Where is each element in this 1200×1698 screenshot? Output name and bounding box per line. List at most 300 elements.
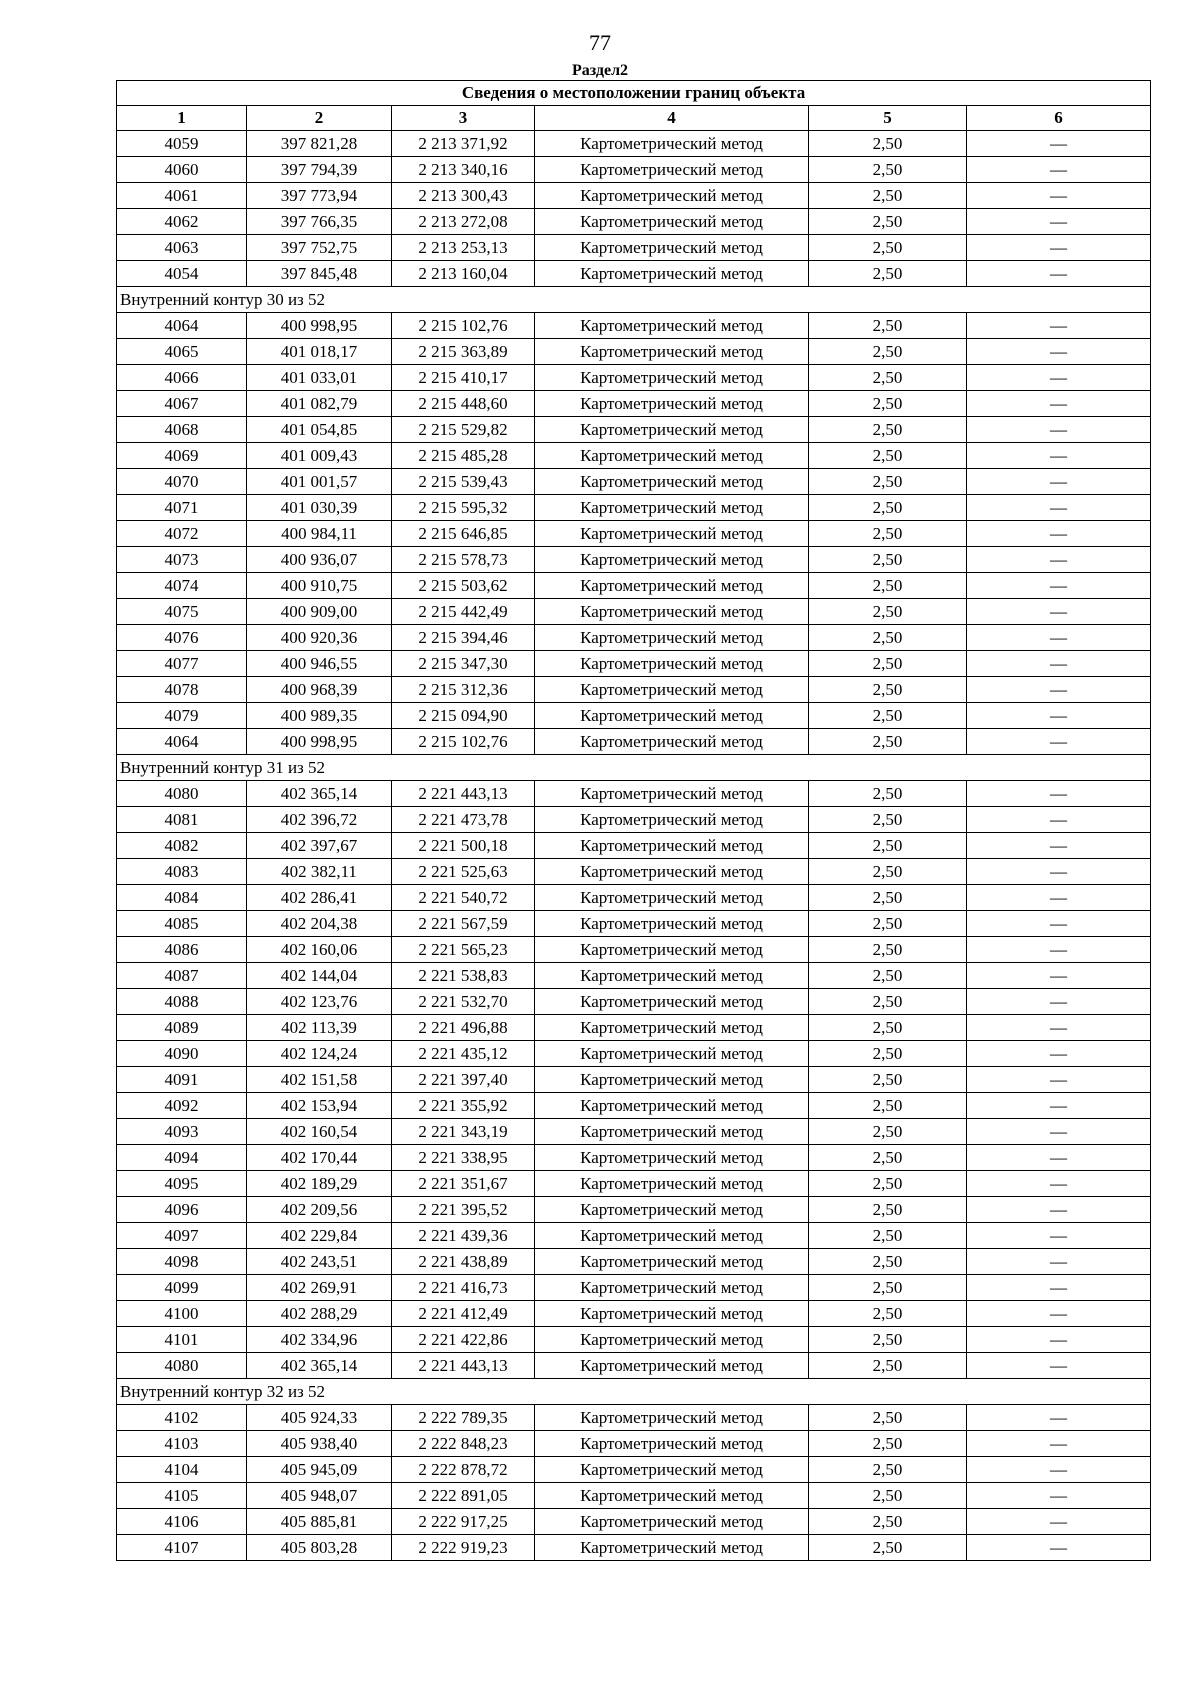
accuracy-cell: 2,50 — [809, 573, 967, 599]
method-cell: Картометрический метод — [535, 313, 809, 339]
x-coordinate-cell: 402 209,56 — [247, 1197, 392, 1223]
accuracy-cell: 2,50 — [809, 1015, 967, 1041]
point-number-cell: 4074 — [117, 573, 247, 599]
description-cell: — — [967, 183, 1151, 209]
method-cell: Картометрический метод — [535, 885, 809, 911]
accuracy-cell: 2,50 — [809, 339, 967, 365]
table-row — [117, 1431, 1151, 1457]
description-cell: — — [967, 157, 1151, 183]
point-number-cell: 4076 — [117, 625, 247, 651]
column-header: 3 — [392, 106, 535, 131]
description-cell: — — [967, 391, 1151, 417]
accuracy-cell: 2,50 — [809, 859, 967, 885]
accuracy-cell: 2,50 — [809, 365, 967, 391]
method-cell: Картометрический метод — [535, 235, 809, 261]
y-coordinate-cell: 2 221 438,89 — [392, 1249, 535, 1275]
x-coordinate-cell: 402 397,67 — [247, 833, 392, 859]
method-cell: Картометрический метод — [535, 443, 809, 469]
description-cell: — — [967, 885, 1151, 911]
accuracy-cell: 2,50 — [809, 989, 967, 1015]
table-row — [117, 599, 1151, 625]
x-coordinate-cell: 402 288,29 — [247, 1301, 392, 1327]
x-coordinate-cell: 405 803,28 — [247, 1535, 392, 1561]
table-row — [117, 1405, 1151, 1431]
column-header: 5 — [809, 106, 967, 131]
point-number-cell: 4061 — [117, 183, 247, 209]
y-coordinate-cell: 2 221 439,36 — [392, 1223, 535, 1249]
method-cell: Картометрический метод — [535, 911, 809, 937]
column-header: 6 — [967, 106, 1151, 131]
y-coordinate-cell: 2 221 540,72 — [392, 885, 535, 911]
y-coordinate-cell: 2 215 578,73 — [392, 547, 535, 573]
y-coordinate-cell: 2 221 397,40 — [392, 1067, 535, 1093]
method-cell: Картометрический метод — [535, 1015, 809, 1041]
table-row — [117, 1301, 1151, 1327]
method-cell: Картометрический метод — [535, 859, 809, 885]
method-cell: Картометрический метод — [535, 1535, 809, 1561]
point-number-cell: 4095 — [117, 1171, 247, 1197]
table-row — [117, 1015, 1151, 1041]
method-cell: Картометрический метод — [535, 807, 809, 833]
method-cell: Картометрический метод — [535, 963, 809, 989]
description-cell: — — [967, 1067, 1151, 1093]
point-number-cell: 4103 — [117, 1431, 247, 1457]
table-row — [117, 391, 1151, 417]
table-row — [117, 261, 1151, 287]
x-coordinate-cell: 401 082,79 — [247, 391, 392, 417]
description-cell: — — [967, 963, 1151, 989]
point-number-cell: 4087 — [117, 963, 247, 989]
point-number-cell: 4059 — [117, 131, 247, 157]
method-cell: Картометрический метод — [535, 157, 809, 183]
y-coordinate-cell: 2 213 160,04 — [392, 261, 535, 287]
y-coordinate-cell: 2 215 102,76 — [392, 729, 535, 755]
y-coordinate-cell: 2 221 443,13 — [392, 1353, 535, 1379]
accuracy-cell: 2,50 — [809, 261, 967, 287]
method-cell: Картометрический метод — [535, 209, 809, 235]
description-cell: — — [967, 599, 1151, 625]
y-coordinate-cell: 2 215 539,43 — [392, 469, 535, 495]
description-cell: — — [967, 1015, 1151, 1041]
y-coordinate-cell: 2 222 878,72 — [392, 1457, 535, 1483]
point-number-cell: 4096 — [117, 1197, 247, 1223]
point-number-cell: 4084 — [117, 885, 247, 911]
x-coordinate-cell: 402 153,94 — [247, 1093, 392, 1119]
accuracy-cell: 2,50 — [809, 833, 967, 859]
table-row — [117, 1067, 1151, 1093]
table-row — [117, 1483, 1151, 1509]
x-coordinate-cell: 402 382,11 — [247, 859, 392, 885]
y-coordinate-cell: 2 213 272,08 — [392, 209, 535, 235]
x-coordinate-cell: 402 334,96 — [247, 1327, 392, 1353]
accuracy-cell: 2,50 — [809, 1483, 967, 1509]
table-row — [117, 235, 1151, 261]
y-coordinate-cell: 2 222 919,23 — [392, 1535, 535, 1561]
description-cell: — — [967, 521, 1151, 547]
contour-label: Внутренний контур 31 из 52 — [117, 755, 1151, 781]
x-coordinate-cell: 397 794,39 — [247, 157, 392, 183]
point-number-cell: 4099 — [117, 1275, 247, 1301]
method-cell: Картометрический метод — [535, 677, 809, 703]
description-cell: — — [967, 469, 1151, 495]
table-caption-row — [117, 81, 1151, 106]
table-row — [117, 937, 1151, 963]
description-cell: — — [967, 1223, 1151, 1249]
description-cell: — — [967, 131, 1151, 157]
accuracy-cell: 2,50 — [809, 1171, 967, 1197]
table-row — [117, 807, 1151, 833]
table-row — [117, 885, 1151, 911]
method-cell: Картометрический метод — [535, 1275, 809, 1301]
description-cell: — — [967, 573, 1151, 599]
table-row — [117, 1509, 1151, 1535]
x-coordinate-cell: 401 033,01 — [247, 365, 392, 391]
point-number-cell: 4080 — [117, 781, 247, 807]
y-coordinate-cell: 2 215 529,82 — [392, 417, 535, 443]
accuracy-cell: 2,50 — [809, 1509, 967, 1535]
x-coordinate-cell: 397 766,35 — [247, 209, 392, 235]
table-row — [117, 365, 1151, 391]
method-cell: Картометрический метод — [535, 1041, 809, 1067]
point-number-cell: 4054 — [117, 261, 247, 287]
method-cell: Картометрический метод — [535, 1353, 809, 1379]
y-coordinate-cell: 2 221 351,67 — [392, 1171, 535, 1197]
accuracy-cell: 2,50 — [809, 885, 967, 911]
description-cell: — — [967, 1275, 1151, 1301]
x-coordinate-cell: 401 018,17 — [247, 339, 392, 365]
method-cell: Картометрический метод — [535, 365, 809, 391]
accuracy-cell: 2,50 — [809, 495, 967, 521]
x-coordinate-cell: 402 243,51 — [247, 1249, 392, 1275]
table-row — [117, 157, 1151, 183]
method-cell: Картометрический метод — [535, 989, 809, 1015]
table-row — [117, 339, 1151, 365]
x-coordinate-cell: 402 151,58 — [247, 1067, 392, 1093]
point-number-cell: 4077 — [117, 651, 247, 677]
point-number-cell: 4083 — [117, 859, 247, 885]
description-cell: — — [967, 833, 1151, 859]
point-number-cell: 4060 — [117, 157, 247, 183]
y-coordinate-cell: 2 221 355,92 — [392, 1093, 535, 1119]
point-number-cell: 4104 — [117, 1457, 247, 1483]
table-row — [117, 677, 1151, 703]
method-cell: Картометрический метод — [535, 469, 809, 495]
accuracy-cell: 2,50 — [809, 1405, 967, 1431]
x-coordinate-cell: 401 009,43 — [247, 443, 392, 469]
table-row — [117, 911, 1151, 937]
y-coordinate-cell: 2 221 422,86 — [392, 1327, 535, 1353]
point-number-cell: 4105 — [117, 1483, 247, 1509]
method-cell: Картометрический метод — [535, 183, 809, 209]
table-row — [117, 1457, 1151, 1483]
x-coordinate-cell: 405 948,07 — [247, 1483, 392, 1509]
x-coordinate-cell: 401 030,39 — [247, 495, 392, 521]
point-number-cell: 4071 — [117, 495, 247, 521]
accuracy-cell: 2,50 — [809, 1067, 967, 1093]
description-cell: — — [967, 1457, 1151, 1483]
y-coordinate-cell: 2 222 789,35 — [392, 1405, 535, 1431]
accuracy-cell: 2,50 — [809, 1431, 967, 1457]
accuracy-cell: 2,50 — [809, 209, 967, 235]
y-coordinate-cell: 2 213 371,92 — [392, 131, 535, 157]
x-coordinate-cell: 402 123,76 — [247, 989, 392, 1015]
method-cell: Картометрический метод — [535, 1457, 809, 1483]
accuracy-cell: 2,50 — [809, 521, 967, 547]
contour-header-row — [117, 287, 1151, 313]
method-cell: Картометрический метод — [535, 339, 809, 365]
y-coordinate-cell: 2 221 496,88 — [392, 1015, 535, 1041]
y-coordinate-cell: 2 215 363,89 — [392, 339, 535, 365]
accuracy-cell: 2,50 — [809, 131, 967, 157]
table-row — [117, 1197, 1151, 1223]
x-coordinate-cell: 402 170,44 — [247, 1145, 392, 1171]
point-number-cell: 4098 — [117, 1249, 247, 1275]
point-number-cell: 4073 — [117, 547, 247, 573]
table-row — [117, 963, 1151, 989]
description-cell: — — [967, 443, 1151, 469]
table-row — [117, 989, 1151, 1015]
method-cell: Картометрический метод — [535, 599, 809, 625]
y-coordinate-cell: 2 222 848,23 — [392, 1431, 535, 1457]
point-number-cell: 4063 — [117, 235, 247, 261]
y-coordinate-cell: 2 221 567,59 — [392, 911, 535, 937]
x-coordinate-cell: 400 998,95 — [247, 313, 392, 339]
method-cell: Картометрический метод — [535, 781, 809, 807]
x-coordinate-cell: 402 160,06 — [247, 937, 392, 963]
description-cell: — — [967, 339, 1151, 365]
table-row — [117, 833, 1151, 859]
point-number-cell: 4090 — [117, 1041, 247, 1067]
table-row — [117, 573, 1151, 599]
table-row — [117, 183, 1151, 209]
table-row — [117, 1327, 1151, 1353]
y-coordinate-cell: 2 221 395,52 — [392, 1197, 535, 1223]
accuracy-cell: 2,50 — [809, 1197, 967, 1223]
method-cell: Картометрический метод — [535, 131, 809, 157]
y-coordinate-cell: 2 215 448,60 — [392, 391, 535, 417]
description-cell: — — [967, 1171, 1151, 1197]
accuracy-cell: 2,50 — [809, 651, 967, 677]
table-row — [117, 495, 1151, 521]
method-cell: Картометрический метод — [535, 1431, 809, 1457]
x-coordinate-cell: 401 054,85 — [247, 417, 392, 443]
description-cell: — — [967, 1145, 1151, 1171]
description-cell: — — [967, 1535, 1151, 1561]
x-coordinate-cell: 397 752,75 — [247, 235, 392, 261]
table-row — [117, 417, 1151, 443]
x-coordinate-cell: 402 229,84 — [247, 1223, 392, 1249]
table-row — [117, 313, 1151, 339]
y-coordinate-cell: 2 215 094,90 — [392, 703, 535, 729]
point-number-cell: 4062 — [117, 209, 247, 235]
point-number-cell: 4064 — [117, 313, 247, 339]
table-row — [117, 1041, 1151, 1067]
table-row — [117, 1171, 1151, 1197]
accuracy-cell: 2,50 — [809, 781, 967, 807]
accuracy-cell: 2,50 — [809, 599, 967, 625]
column-header: 4 — [535, 106, 809, 131]
table-row — [117, 1145, 1151, 1171]
x-coordinate-cell: 402 204,38 — [247, 911, 392, 937]
x-coordinate-cell: 400 998,95 — [247, 729, 392, 755]
point-number-cell: 4100 — [117, 1301, 247, 1327]
table-row — [117, 859, 1151, 885]
description-cell: — — [967, 313, 1151, 339]
accuracy-cell: 2,50 — [809, 235, 967, 261]
method-cell: Картометрический метод — [535, 1171, 809, 1197]
method-cell: Картометрический метод — [535, 547, 809, 573]
point-number-cell: 4064 — [117, 729, 247, 755]
point-number-cell: 4094 — [117, 1145, 247, 1171]
x-coordinate-cell: 405 945,09 — [247, 1457, 392, 1483]
accuracy-cell: 2,50 — [809, 911, 967, 937]
table-row — [117, 1223, 1151, 1249]
description-cell: — — [967, 781, 1151, 807]
y-coordinate-cell: 2 215 410,17 — [392, 365, 535, 391]
description-cell: — — [967, 1353, 1151, 1379]
method-cell: Картометрический метод — [535, 1483, 809, 1509]
accuracy-cell: 2,50 — [809, 1275, 967, 1301]
point-number-cell: 4091 — [117, 1067, 247, 1093]
y-coordinate-cell: 2 213 340,16 — [392, 157, 535, 183]
point-number-cell: 4102 — [117, 1405, 247, 1431]
accuracy-cell: 2,50 — [809, 729, 967, 755]
accuracy-cell: 2,50 — [809, 469, 967, 495]
y-coordinate-cell: 2 215 347,30 — [392, 651, 535, 677]
table-row — [117, 1535, 1151, 1561]
point-number-cell: 4088 — [117, 989, 247, 1015]
table-row — [117, 547, 1151, 573]
accuracy-cell: 2,50 — [809, 1093, 967, 1119]
y-coordinate-cell: 2 215 442,49 — [392, 599, 535, 625]
point-number-cell: 4106 — [117, 1509, 247, 1535]
section-title: Раздел2 — [571, 62, 629, 79]
boundary-table — [116, 80, 1151, 1561]
method-cell: Картометрический метод — [535, 625, 809, 651]
y-coordinate-cell: 2 215 485,28 — [392, 443, 535, 469]
column-header-row — [117, 106, 1151, 131]
y-coordinate-cell: 2 221 525,63 — [392, 859, 535, 885]
contour-label: Внутренний контур 32 из 52 — [117, 1379, 1151, 1405]
y-coordinate-cell: 2 221 532,70 — [392, 989, 535, 1015]
description-cell: — — [967, 859, 1151, 885]
y-coordinate-cell: 2 221 416,73 — [392, 1275, 535, 1301]
method-cell: Картометрический метод — [535, 1119, 809, 1145]
table-row — [117, 651, 1151, 677]
accuracy-cell: 2,50 — [809, 1119, 967, 1145]
accuracy-cell: 2,50 — [809, 677, 967, 703]
x-coordinate-cell: 400 984,11 — [247, 521, 392, 547]
method-cell: Картометрический метод — [535, 703, 809, 729]
y-coordinate-cell: 2 221 538,83 — [392, 963, 535, 989]
accuracy-cell: 2,50 — [809, 183, 967, 209]
description-cell: — — [967, 261, 1151, 287]
x-coordinate-cell: 402 396,72 — [247, 807, 392, 833]
x-coordinate-cell: 402 365,14 — [247, 781, 392, 807]
accuracy-cell: 2,50 — [809, 1041, 967, 1067]
method-cell: Картометрический метод — [535, 1405, 809, 1431]
accuracy-cell: 2,50 — [809, 1249, 967, 1275]
description-cell: — — [967, 1249, 1151, 1275]
table-row — [117, 209, 1151, 235]
method-cell: Картометрический метод — [535, 573, 809, 599]
point-number-cell: 4085 — [117, 911, 247, 937]
point-number-cell: 4072 — [117, 521, 247, 547]
description-cell: — — [967, 1509, 1151, 1535]
method-cell: Картометрический метод — [535, 521, 809, 547]
method-cell: Картометрический метод — [535, 417, 809, 443]
y-coordinate-cell: 2 215 102,76 — [392, 313, 535, 339]
point-number-cell: 4107 — [117, 1535, 247, 1561]
table-row — [117, 131, 1151, 157]
accuracy-cell: 2,50 — [809, 1327, 967, 1353]
method-cell: Картометрический метод — [535, 261, 809, 287]
x-coordinate-cell: 405 924,33 — [247, 1405, 392, 1431]
point-number-cell: 4081 — [117, 807, 247, 833]
method-cell: Картометрический метод — [535, 1145, 809, 1171]
accuracy-cell: 2,50 — [809, 1457, 967, 1483]
description-cell: — — [967, 937, 1151, 963]
x-coordinate-cell: 402 124,24 — [247, 1041, 392, 1067]
x-coordinate-cell: 400 989,35 — [247, 703, 392, 729]
method-cell: Картометрический метод — [535, 833, 809, 859]
point-number-cell: 4082 — [117, 833, 247, 859]
point-number-cell: 4067 — [117, 391, 247, 417]
y-coordinate-cell: 2 221 338,95 — [392, 1145, 535, 1171]
table-row — [117, 1275, 1151, 1301]
accuracy-cell: 2,50 — [809, 807, 967, 833]
accuracy-cell: 2,50 — [809, 417, 967, 443]
description-cell: — — [967, 1483, 1151, 1509]
x-coordinate-cell: 401 001,57 — [247, 469, 392, 495]
description-cell: — — [967, 989, 1151, 1015]
description-cell: — — [967, 1431, 1151, 1457]
method-cell: Картометрический метод — [535, 937, 809, 963]
y-coordinate-cell: 2 213 253,13 — [392, 235, 535, 261]
table-row — [117, 469, 1151, 495]
table-row — [117, 1093, 1151, 1119]
x-coordinate-cell: 400 946,55 — [247, 651, 392, 677]
x-coordinate-cell: 397 773,94 — [247, 183, 392, 209]
table-row — [117, 781, 1151, 807]
point-number-cell: 4075 — [117, 599, 247, 625]
point-number-cell: 4065 — [117, 339, 247, 365]
x-coordinate-cell: 405 885,81 — [247, 1509, 392, 1535]
x-coordinate-cell: 397 821,28 — [247, 131, 392, 157]
accuracy-cell: 2,50 — [809, 157, 967, 183]
x-coordinate-cell: 400 968,39 — [247, 677, 392, 703]
point-number-cell: 4093 — [117, 1119, 247, 1145]
contour-label: Внутренний контур 30 из 52 — [117, 287, 1151, 313]
table-row — [117, 443, 1151, 469]
x-coordinate-cell: 400 909,00 — [247, 599, 392, 625]
accuracy-cell: 2,50 — [809, 313, 967, 339]
accuracy-cell: 2,50 — [809, 1353, 967, 1379]
description-cell: — — [967, 235, 1151, 261]
method-cell: Картометрический метод — [535, 1223, 809, 1249]
y-coordinate-cell: 2 213 300,43 — [392, 183, 535, 209]
column-header: 2 — [247, 106, 392, 131]
method-cell: Картометрический метод — [535, 1197, 809, 1223]
point-number-cell: 4078 — [117, 677, 247, 703]
accuracy-cell: 2,50 — [809, 547, 967, 573]
description-cell: — — [967, 1301, 1151, 1327]
method-cell: Картометрический метод — [535, 1509, 809, 1535]
y-coordinate-cell: 2 221 473,78 — [392, 807, 535, 833]
y-coordinate-cell: 2 221 565,23 — [392, 937, 535, 963]
description-cell: — — [967, 365, 1151, 391]
method-cell: Картометрический метод — [535, 1301, 809, 1327]
